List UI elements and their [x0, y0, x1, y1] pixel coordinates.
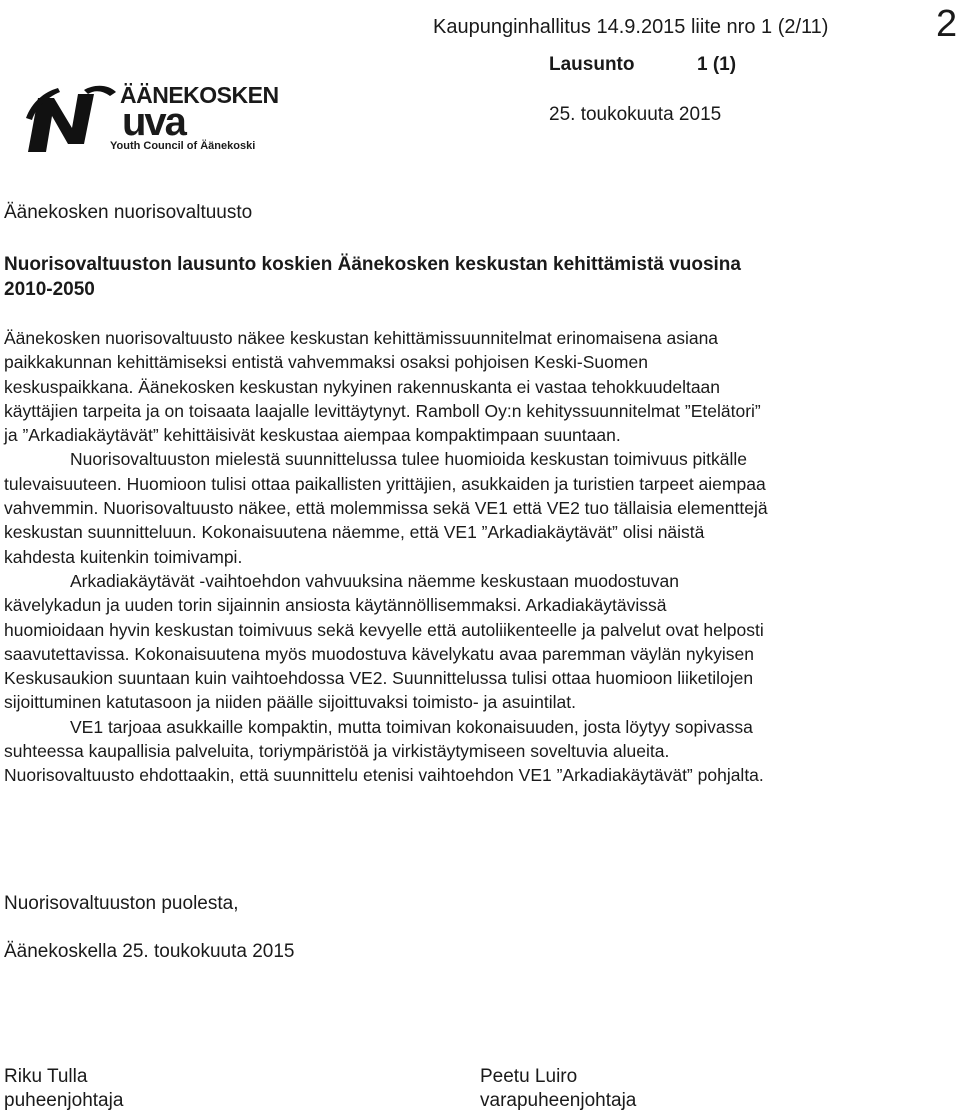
attachment-reference: Kaupunginhallitus 14.9.2015 liite nro 1 (2/11) — [433, 16, 829, 38]
body-line: Keskusaukion suuntaan kuin vaihtoehdossa VE2. Suunnittelussa tulisi ottaa huomioon liiketilojen — [4, 668, 754, 689]
body-line: Arkadiakäytävät -vaihtoehdon vahvuuksina näemme keskustaan muodostuvan — [70, 570, 679, 591]
body-line: keskuspaikkana. Äänekosken keskustan nykyinen rakennuskanta ei vastaa tehokkuudeltaan — [4, 376, 721, 397]
body-line: sijoittuminen katutasoon ja niiden päälle sijoittuvaksi toimisto- ja asuintilat. — [4, 692, 576, 713]
body-line: kahdesta kuitenkin toimivampi. — [4, 546, 243, 567]
body-line: VE1 tarjoaa asukkaille kompaktin, mutta toimivan kokonaisuuden, josta löytyy sopivassa — [70, 716, 753, 737]
youth-council-logo — [24, 82, 279, 162]
document-date: 25. toukokuuta 2015 — [549, 104, 722, 125]
logo-main-text: uva — [122, 100, 185, 144]
page-number: 2 — [936, 3, 958, 45]
signatory-role-chair: puheenjohtaja — [4, 1090, 124, 1111]
body-line: suhteessa kaupallisia palveluita, toriympäristöä ja virkistäytymiseen soveltuvia alueita. — [4, 741, 670, 762]
body-line: vahvemmin. Nuorisovaltuusto näkee, että molemmissa sekä VE1 että VE2 tuo tällaisia elementtejä — [4, 498, 768, 519]
body-line: huomioidaan hyvin keskustan toimivuus sekä kevyelle että autoliikenteelle ja palvelut ovat helposti — [4, 619, 764, 640]
document-type: Lausunto — [549, 54, 635, 75]
body-line: ja ”Arkadiakäytävät” kehittäisivät keskustaa aiempaa kompaktimpaan suuntaan. — [4, 425, 621, 446]
body-line: tulevaisuuteen. Huomioon tulisi ottaa paikallisten yrittäjien, asukkaiden ja turistien tarpeet aiempaa — [4, 473, 766, 494]
title-line: 2010-2050 — [4, 279, 95, 300]
signatory-name-vice-chair: Peetu Luiro — [480, 1066, 578, 1087]
nuva-n-logo-icon — [24, 82, 120, 162]
body-line: keskustan suunnitteluun. Kokonaisuutena näemme, että VE1 ”Arkadiakäytävät” olisi näistä — [4, 522, 705, 543]
body-line: Äänekosken nuorisovaltuusto näkee keskustan kehittämissuunnitelmat erinomaisena asiana — [4, 328, 719, 348]
organization-name: Äänekosken nuorisovaltuusto — [4, 202, 253, 223]
body-line: käyttäjien tarpeita ja on toisaata laajalle levittäytynyt. Ramboll Oy:n kehityssuunnitelmat ”Etelätori” — [4, 400, 761, 421]
signatory-name-chair: Riku Tulla — [4, 1066, 88, 1087]
document-title — [4, 252, 954, 302]
body-line: kävelykadun ja uuden torin sijainnin ansiosta käytännöllisemmaksi. Arkadiakäytävissä — [4, 595, 667, 616]
place-and-date: Äänekoskella 25. toukokuuta 2015 — [4, 941, 295, 962]
body-line: Nuorisovaltuusto ehdottaakin, että suunnittelu etenisi vaihtoehdon VE1 ”Arkadiakäytävät” pohjalta. — [4, 765, 764, 786]
logo-top-text: ÄÄNEKOSKEN — [120, 82, 279, 108]
body-line: saavutettavissa. Kokonaisuutena myös muodostuva kävelykatu avaa paremman väylän nykyisen — [4, 643, 754, 664]
title-line: Nuorisovaltuuston lausunto koskien Äänekosken keskustan kehittämistä vuosina — [4, 254, 741, 275]
on-behalf-line: Nuorisovaltuuston puolesta, — [4, 893, 239, 914]
document-page-count: 1 (1) — [697, 54, 737, 75]
logo-subtitle: Youth Council of Äänekoski — [110, 140, 256, 152]
body-line: paikkakunnan kehittämiseksi entistä vahvemmaksi osaksi pohjoisen Keski-Suomen — [4, 352, 648, 373]
statement-body — [4, 326, 954, 788]
signatory-role-vice-chair: varapuheenjohtaja — [480, 1090, 637, 1111]
body-line: Nuorisovaltuuston mielestä suunnittelussa tulee huomioida keskustan toimivuus pitkälle — [70, 449, 748, 470]
